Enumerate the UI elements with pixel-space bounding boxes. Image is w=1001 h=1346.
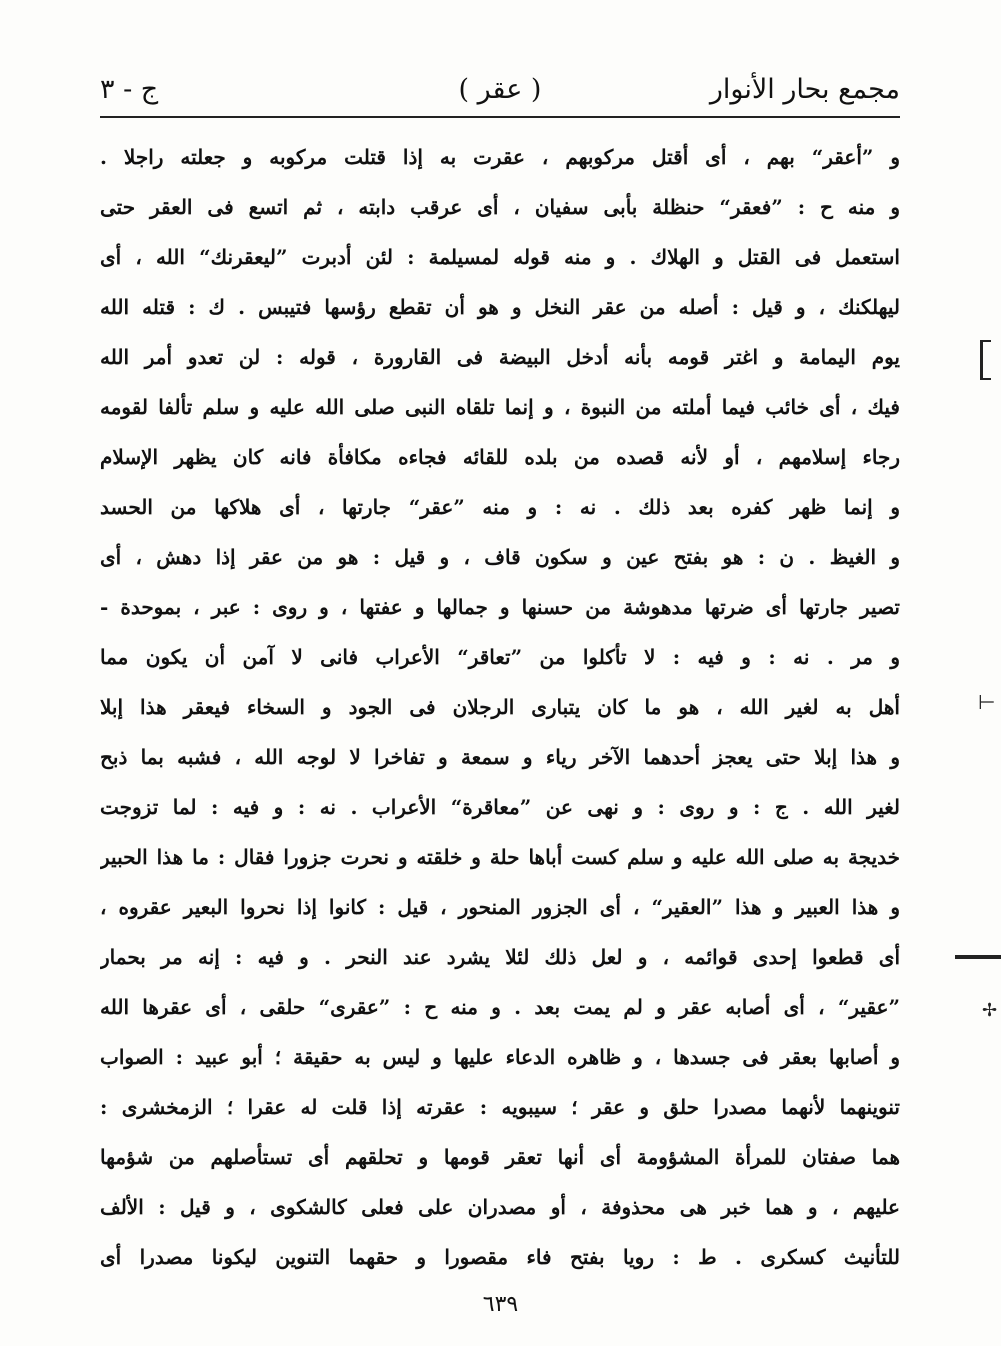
margin-bracket-mark bbox=[980, 340, 991, 380]
text-line: يوم اليمامة و اغتر قومه بأنه أدخل البيضة فى القارورة ، قوله : لن تعدو أمر الله bbox=[100, 345, 900, 369]
text-line: أهل به لغير الله ، هو ما كان يتبارى الرجلان فى الجود و السخاء فيعقر هذا إبلا bbox=[100, 695, 900, 719]
running-header bbox=[100, 68, 900, 112]
text-line: تنوينهما لأنهما مصدرا حلق و عقر ؛ سيبويه : عقرته إذا قلت له عقرا ؛ الزمخشرى : bbox=[100, 1095, 900, 1119]
text-line: و هذا العبير و هذا ”العقير“ ، أى الجزور المنحور ، قيل : كانوا إذا نحروا البعير عقروه ، bbox=[100, 895, 900, 919]
text-line: عليهم ، و هما خبر هى محذوفة ، أو مصدران على فعلى كالشكوى ، و قيل : الألف bbox=[100, 1195, 900, 1219]
margin-tick-mark: ⊢ bbox=[978, 690, 996, 714]
margin-arrow-mark: ✢ bbox=[982, 1000, 998, 1021]
text-line: و الغيظ . ن : هو بفتح عين و سكون قاف ، و قيل : هو من عقر إذا دهش ، أى bbox=[100, 545, 900, 569]
text-line: و إنما ظهر كفره بعد ذلك . نه : و منه ”عقر“ جارتها ، أى هلاكها من الحسد bbox=[100, 495, 900, 519]
text-line: ”عقير“ ، أى أصابه عقر و لم يمت بعد . و منه ح : ”عقرى“ حلقى ، أى عقرها الله bbox=[100, 995, 900, 1019]
book-title: مجمع بحار الأنوار bbox=[709, 74, 900, 105]
text-line: ليهلكنك ، و قيل : أصله من عقر النخل و هو أن تقطع رؤسها فتيبس . ك : قتله الله bbox=[100, 295, 900, 319]
text-line: فيك ، أى خائب فيما أملته من النبوة ، و إنما تلقاه النبى صلى الله عليه و سلم تألفا لقومه bbox=[100, 395, 900, 419]
text-line: هما صفتان للمرأة المشؤومة أى أنها تعقر قومها و تحلقهم أى تستأصلهم من شؤمها bbox=[100, 1145, 900, 1169]
text-line: أى قطعوا إحدى قوائمه ، و لعل ذلك لئلا يشرد عند النحر . و فيه : إنه مر بحمار bbox=[100, 945, 900, 969]
text-line: و مر . نه : و فيه : لا تأكلوا من ”تعاقر“ الأعراب فانى لا آمن أن يكون مما bbox=[100, 645, 900, 669]
text-line: و أصابها بعقر فى جسدها ، و ظاهره الدعاء عليها و ليس به حقيقة ؛ أبو عبيد : الصواب bbox=[100, 1045, 900, 1069]
text-line: للتأنيث كسكرى . ط : رويا بفتح فاء مقصورا و حقهما التنوين ليكونا مصدرا أى bbox=[100, 1245, 900, 1269]
text-line: استعمل فى القتل و الهلاك . و منه قوله لمسيلمة : لئن أدبرت ”ليعقرنك“ الله ، أى bbox=[100, 245, 900, 269]
text-line: خديجة به صلى الله عليه و سلم كست أباها حلة و خلقته و نحرت جزورا فقال : ما هذا الحبير bbox=[100, 845, 900, 869]
text-line: و هذا إبلا حتى يعجز أحدهما الآخر رياء و سمعة و تفاخرا لا لوجه الله ، فشبه بما ذبح bbox=[100, 745, 900, 769]
text-line: لغير الله . ج : و روى : و نهى عن ”معاقرة“ الأعراب . نه : و فيه : لما تزوجت bbox=[100, 795, 900, 819]
page-number: ٦٣٩ bbox=[482, 1292, 519, 1317]
header-rule bbox=[100, 116, 900, 118]
text-line: و منه ح : ”فعقر“ حنظلة بأبى سفيان ، أى عرقب دابته ، ثم اتسع فى العقر حتى bbox=[100, 195, 900, 219]
main-text bbox=[100, 132, 900, 1282]
entry-word: ( عقر ) bbox=[458, 74, 542, 105]
volume-number: ج - ٣ bbox=[100, 74, 159, 105]
margin-ink-stroke bbox=[955, 955, 1001, 959]
text-line: رجاء إسلامهم ، أو لأنه قصده من بلده للقائه فجاءه مكافأة فانه كان يظهر الإسلام bbox=[100, 445, 900, 469]
text-line: و ”أعقر“ بهم ، أى أقتل مركوبهم ، عقرت به إذا قتلت مركوبه و جعلته راجلا . bbox=[100, 145, 900, 169]
text-line: تصير جارتها أى ضرتها مدهوشة من حسنها و جمالها و عفتها ، و روى : عبر ، بموحدة - bbox=[100, 595, 900, 619]
